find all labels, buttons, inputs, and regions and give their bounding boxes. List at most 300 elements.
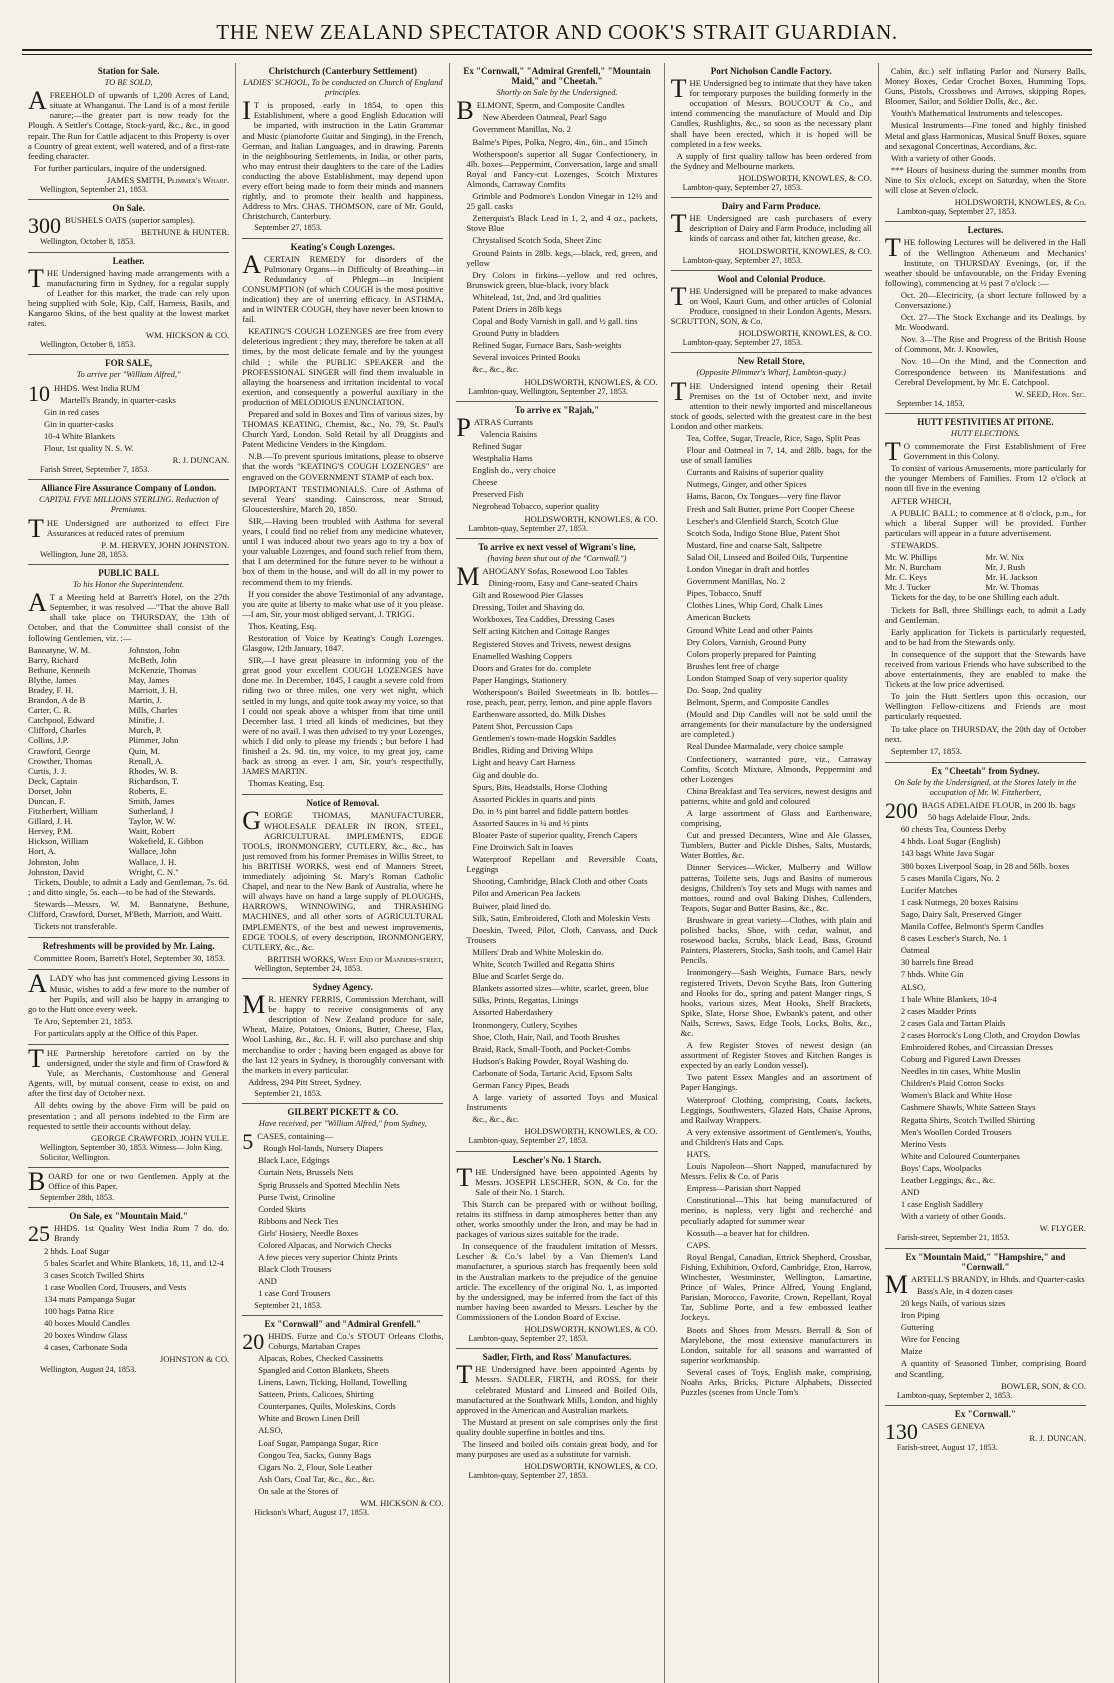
ad-signature: HOLDSWORTH, KNOWLES, & CO. [524,376,658,387]
item-line: Martell's Brandy, in quarter-casks [60,394,176,405]
ad-date: Hickson's Wharf, August 17, 1853. [254,1508,370,1518]
item-line: 50 bags Adelaide Flour, 2nds. [927,812,1031,823]
item-line: Nutmegs, Ginger, and other Spices [686,479,807,490]
name-entry: Johnston, John [28,856,80,867]
name-entry: McKenzie, Thomas [128,664,197,675]
item-line: Cigars No. 2, Flour, Sole Leather [258,1461,373,1472]
advertisement [671,63,872,198]
item-line: Constitutional—This hat being manufactured of merino, is napless, very light and recherché and peculiarly adapted for summer wear [680,1195,872,1226]
ad-paragraph: In consequence of the fraudulent imitation of Messrs. Lescher & Co.'s label by a Van Diemen's Land manufacturer, a spurious starch has frequently been sold in the Australian markets to the prejudice of the genuine article. The excellency of the original No. 1, as imported by the undersigned, may be inferred from the fact of this number having been awarded to Messrs. Lescher by the Commissioners of the London Board of Excise. [456,1241,658,1322]
item-line: Negrohead Tobacco, superior quality [472,501,600,512]
name-entry: Mr. N. Burcham [884,562,942,573]
ad-subtitle: On Sale by the Undersigned, at the Stores lately in the occupation of Mr. W. Fitzherbert, [894,777,1077,797]
item-line: 40 boxes Mould Candles [44,1318,130,1329]
drop-cap-letter: T [456,1162,473,1192]
ad-date: Wellington, August 24, 1853. [40,1364,137,1374]
ad-signature: BETHUNE & HUNTER. [141,227,230,238]
ad-paragraph: For further particulars, inquire of the undersigned. [34,162,207,173]
ad-title: PUBLIC BALL [98,567,159,578]
ad-signature: WM. HICKSON & CO. [145,330,230,341]
item-line: 60 chests Tea, Countess Derby [900,824,1007,835]
item-line: Enamelled Washing Coppers [472,650,572,661]
ad-body [670,281,872,327]
item-line: 134 mats Pampanga Sugar [44,1293,136,1304]
item-line: Blankets assorted sizes—white, scarlet, green, blue [472,983,649,994]
ad-signature: R. J. DUNCAN. [1029,1432,1087,1443]
item-line: New Aberdeen Oatmeal, Pearl Sago [482,112,607,123]
ad-title: Lescher's No. 1 Starch. [512,1154,602,1165]
item-line: Waterproof Clothing, comprising, Coats, Jackets, Leggings, Southwesters, Glazed Hats, Chaise Aprons, and Railway Wrappers. [680,1094,872,1125]
item-line: Cashmere Shawls, White Satteen Stays [900,1102,1036,1113]
name-entry: Hickson, William [28,836,89,847]
advertisement [671,353,872,1403]
ad-paragraph: The Mustard at present on sale comprises only the first quality double superfine in bottles and tins. [456,1416,658,1437]
ad-subtitle: TO BE SOLD, [104,78,153,88]
item-line: Nov. 3—The Rise and Progress of the British House of Commons, Mr. J. Knowles, [894,334,1087,355]
name-entry: Mr. J. Rush [985,562,1026,573]
ad-paragraph: AFTER WHICH, [890,495,952,506]
advertisement [28,565,229,938]
names-list [28,645,229,877]
ad-signature: HOLDSWORTH, KNOWLES, & Co. [954,197,1087,208]
ad-subtitle: To his Honor the Superintendent. [73,580,185,590]
advertisement [885,763,1086,1249]
name-entry: Minifie, J. [128,715,165,726]
ad-body [885,800,1086,1221]
item-line: Black Lace, Edgings [258,1155,330,1166]
ad-title: Port Nicholson Candle Factory. [710,66,832,76]
ad-paragraph: September 17, 1853. [890,745,962,756]
ad-paragraph: With a variety of other Goods. [890,152,996,163]
drop-cap-letter: A [28,588,47,618]
item-line: Women's Black and White Hose [900,1090,1012,1101]
item-line: Two patent Essex Mangles and an assortment of Paper Hangings. [680,1072,872,1093]
ad-signature: BRITISH WORKS, West End of Manners-street, [267,953,444,964]
item-line: Loaf Sugar, Pampanga Sugar, Rice [258,1437,379,1448]
name-entry: Waitt, Robert [128,826,175,837]
ad-body [28,953,229,963]
ad-paragraph: All debts owing by the above Firm will be paid on presentation ; and all persons indebted to the Firm are requested to settle their accounts without delay. [28,1100,230,1131]
ad-title: GILBERT PICKETT & CO. [287,1107,399,1117]
item-line: Boots and Shoes from Messrs. Berrall & Son of Marylebone, the most extensive manufacturers in London, suitable for all seasons and warranted of superior workmanship. [680,1324,872,1365]
item-line: Doeskin, Tweed, Pilot, Cloth, Canvass, and Duck Trousers [466,924,658,945]
ad-title: Ex "Cheetah" from Sydney. [931,765,1040,776]
advertisement [885,1406,1086,1457]
ad-paragraph: Tickets for Ball, three Shillings each, to admit a Lady and Gentleman. [884,604,1087,625]
ad-subtitle: Shortly on Sale by the Undersigned. [496,88,618,98]
item-line: (Mould and Dip Candles will not be sold until the arrangements for their manufacture by the undersigned are completed.) [680,709,872,740]
column-2 [236,63,450,1683]
name-entry: McBeth, John [128,654,177,665]
drop-cap-letter: A [28,969,47,999]
item-line: Flour, 1st quality N. S. W. [44,443,134,453]
item-line: Braid, Rack, Small-Tooth, and Pocket-Combs [472,1043,631,1054]
ad-title: Wool and Colonial Produce. [717,273,826,284]
item-line: Wotherspoon's Boiled Sweetmeats in lb. bottles—rose, peach, pear, perry, lemon, and pine apple flavors [466,686,658,707]
ad-body [885,66,1086,195]
ad-signature: HOLDSWORTH, KNOWLES, & CO. [524,1324,658,1335]
item-line: 2 cases Gala and Tartan Plaids [900,1017,1006,1028]
large-quantity-number: 200 [884,798,918,824]
item-line: Spangled and Cotton Blankets, Sheets [258,1364,390,1375]
item-line: Do. in ½ pint barrel and fiddle pattern bottles [472,805,629,816]
ad-paragraph: THE Undersigned beg to intimate that they have taken for temporary purposes the building formerly in the occupation of Messrs. BOUCOUT & Co., and intend commencing the manufacture of Mould and Dip Candles, Rushlights, &c., so soon as the necessary plant shall have been erected, which it is hoped will be completed in a few weeks. [670,74,872,149]
advertisement [456,539,657,1152]
item-line: Refined Sugar, Furnace Bars, Sash-weights [472,340,622,351]
item-line: 100 bags Patna Rice [44,1306,114,1317]
item-line: Shoe, Cloth, Hair, Nail, and Tooth Brushes [472,1031,620,1042]
drop-cap-letter: A [28,86,47,116]
ad-paragraph: Cabin, &c.) self inflating Parlor and Nursery Balls, Money Boxes, Cedar Crochet Boxes, Humming Tops, Guns, Pistols, Crossbows and Arrows, skipping Ropes, Bloomer, Sailor, and Soldier Dolls, &c., &c. [884,66,1087,107]
ad-body [28,969,230,1038]
item-line: Needles in tin cases, White Muslin [900,1066,1021,1077]
ad-paragraph: BELMONT, Sperm, and Composite Candles [456,96,625,126]
item-line: White and Brown Linen Drill [258,1413,360,1424]
item-line: Light and heavy Cart Harness [472,757,576,768]
item-line: 4 hhds. Loaf Sugar (English) [900,836,1001,847]
item-line: Westphalia Hams [472,453,533,464]
item-line: 4 cases, Carbonate Soda [44,1342,128,1353]
ad-paragraph: STEWARDS. [890,539,939,550]
ad-paragraph: In consequence of the support that the Stewards have received from various Friends who have subscribed to the above entertainments, they are enabled to make the Tickets at the low price advertised. [884,648,1087,690]
item-line: Colored Alpacas, and Norwich Checks [258,1240,392,1251]
item-line: 1 bale White Blankets, 10-4 [900,993,997,1004]
ad-body [456,1360,658,1460]
ad-paragraph: Tickets for the day, to be one Shilling each adult. [890,592,1060,603]
item-line: Do. Soap, 2nd quality [686,684,762,695]
advertisement [456,63,657,402]
item-line: Registered Stoves and Trivets, newest designs [472,638,631,649]
item-line: CAPS. [686,1239,711,1250]
item-line: Dinner Services—Wicker, Mulberry and Willow patterns, Toilette sets, Jugs and Basins of numerous designs, Children's Toy sets and Mugs with names and mottoes, round and oval Baking Dishes, Cullenders, Teapots, Sugar and Butter Basins, &c., &c. [680,862,872,913]
ad-paragraph: 10 HHDS. West India RUM [28,380,141,406]
ad-paragraph: Te Aro, September 21, 1853. [34,1015,133,1026]
ad-body [242,1131,443,1298]
drop-cap-letter: T [670,74,687,104]
item-line: Assorted Sauces in ¼ and ½ pints [472,817,589,828]
name-entry: Hort, A. [28,846,56,857]
name-entry: Catchpool, Edward [28,715,95,726]
ad-paragraph: Restoration of Voice by Keating's Cough Lozenges. Glasgow, 12th January, 1847. [242,632,444,654]
ad-paragraph: KEATING'S COUGH LOZENGES are free from every deleterious ingredient ; they may, therefore be taken at all times, by the most delicate female and by the youngest child ; while the PUBLIC SPEAKER and the PROFESSIONAL SINGER will find them invaluable in allaying the hoarseness and irritation incidental to vocal exertion, and consequently a powerful auxiliary in the production of MELODIOUS ENUNCIATION. [242,326,444,407]
item-line: London Stamped Soap of very superior quality [686,672,848,683]
ad-body [28,1167,230,1196]
ad-title: Ex "Cornwall," "Admiral Grenfell," "Mountain Maid," and "Cheetah." [463,66,651,87]
name-entry: Mr. W. Thomas [985,582,1039,593]
drop-cap-letter: T [884,233,901,263]
item-line: Ground Putty in bladders [472,328,560,339]
ad-title: Refreshments will be provided by Mr. Laing. [42,941,215,952]
item-line: Assorted Haberdashery [472,1007,553,1018]
item-line: Patent Driers in 28lb kegs [472,303,562,314]
item-line: Satteen, Prints, Calicoes, Shirting [258,1389,374,1400]
ad-title: On Sale. [112,203,145,214]
item-line: Earthenware assorted, do. Milk Dishes [472,709,606,720]
item-line: Bridles, Riding and Driving Whips [472,745,593,756]
ad-signature: JOHNSTON & CO. [159,1354,230,1365]
name-entry: Plimmer, John [128,735,179,746]
item-line: Preserved Fish [472,489,524,500]
ad-signature: W. FLYGER. [1039,1223,1087,1234]
ad-paragraph: For particulars apply at the Office of this Paper. [34,1027,198,1038]
item-line: Gilt and Rosewood Pier Glasses [472,590,584,601]
item-line: Nov. 10—On the Mind, and the Connection and Correspondence between its Manifestations and Cerebral Development, by Mr. E. Catchpool. [894,356,1087,387]
item-line: Sprig Brussels and Spotted Mechlin Nets [258,1179,400,1190]
ad-paragraph: THE Undersigned have been appointed Agents by Messrs. SADLER, FIRTH, and ROSS, for their celebrated Mustard and Linseed and Boiled Oils, manufactured at the Southwark Mills, London, and highly approved in the American and Australian markets. [456,1360,658,1415]
advertisement [28,970,229,1045]
advertisement [28,480,229,565]
item-line: Black Cloth Trousers [258,1264,332,1275]
item-line: With a variety of other Goods. [900,1211,1006,1222]
item-line: Belmont, Sperm, and Composite Candles [686,697,829,708]
item-line: Whitelead, 1st, 2nd, and 3rd qualities [472,291,601,302]
item-line: Mustard, fine and coarse Salt, Saltpetre [686,539,822,550]
ad-title: Ex "Cornwall." [954,1408,1016,1419]
drop-cap-letter: T [670,281,687,311]
ad-paragraph: Prepared and sold in Boxes and Tins of various sizes, by THOMAS KEATING, Chemist, &c., No. 79, St. Paul's Church Yard, London. Sold Retail by all Druggists and Patent Medicine Venders in the Kingdom. [242,409,444,450]
name-entry: Deck, Captain [28,775,78,786]
item-line: Cheese [472,477,498,488]
ad-body [242,249,444,789]
item-line: 5 cases Manila Cigars, No. 2 [900,872,1000,883]
drop-cap-letter: T [670,209,687,239]
ad-paragraph: Address, 294 Pitt Street, Sydney. [248,1076,362,1087]
name-entry: Mr. W. Nix [985,552,1025,563]
name-entry: Dorset, John [28,785,72,796]
item-line: Oatmeal [900,945,930,956]
ad-paragraph: This Starch can be prepared with or without boiling, retains its stiffness in damp atmospheres better than any other, works smoothly under the Iron, and may be had in packages of various sizes suitable for the trade. [456,1198,658,1240]
ad-date: Lambton-quay, September 27, 1853. [468,1136,588,1146]
ad-paragraph: AFREEHOLD of upwards of 1,200 Acres of Land, situate at Whanganui. The Land is of a most fertile nature;—the greater part is now ready for the Plough. A Settler's Cottage, Stock-yard, &c., &c., in good repair. The Run for Cattle adjacent to this Property is over a Country of great extent, well watered, and of a first-rate feeding character. [28,86,230,161]
item-line: Chrystalised Scotch Soda, Sheet Zinc [472,235,602,246]
ad-paragraph: A supply of first quality tallow has been ordered from the Sydney and Melbourne markets. [670,150,872,171]
item-line: AND [258,1276,277,1287]
ad-paragraph: THE Undersigned will be prepared to make advances on Wool, Kauri Gum, and other articles of Colonial Produce, consigned to their London Agents, Messrs. SCRUTTON, SON, & Co. [670,281,872,327]
ad-paragraph: Tickets not transferable. [34,921,117,932]
ad-paragraph: BOARD for one or two Gentlemen. Apply at the Office of this Paper. [28,1167,230,1196]
ad-paragraph: THE Undersigned having made arrangements with a manufacturing firm in Sydney, for a regular supply of Leather for this market, the trade can rely upon being supplied with Sole, Kip, Calf, Harness, Basils, and Kangaroo Skins, of the best quality at the lowest market rates. [28,263,230,329]
drop-cap-letter: T [884,437,901,467]
ad-body [242,990,444,1087]
item-line: 20 kegs Nails, of various sizes [900,1297,1006,1308]
name-entry: Johnston, John [128,644,180,655]
item-line: Congou Tea, Sacks, Gunny Bags [258,1449,372,1460]
item-line: Colors properly prepared for Painting [686,648,816,659]
drop-cap-letter: M [456,561,480,591]
item-line: Girls' Hosiery, Needle Boxes [258,1227,359,1238]
advertisement [28,938,229,970]
advertisement [28,200,229,252]
drop-cap-letter: M [242,990,266,1020]
advertisement [885,222,1086,414]
ad-paragraph: IMPORTANT TESTIMONIALS. Cure of Asthma of several Years' standing. Cainscross, near Stroud, Gloucestershire, March 20, 1850. [242,483,444,514]
item-line: 1 case Woollen Cord, Trousers, and Vests [44,1281,187,1292]
ad-signature: P. M. HERVEY, JOHN JOHNSTON. [101,539,230,550]
ad-title: HUTT FESTIVITIES AT PITONE. [917,416,1054,427]
ad-signature: R. J. DUNCAN. [172,455,230,466]
ad-paragraph: A PUBLIC BALL; to commence at 8 o'clock, p.m., for which a liberal Supper will be provided. Further particulars will appear in a future advertisement. [884,507,1087,538]
ad-body [28,380,229,454]
item-line: Oct. 27—The Stock Exchange and its Dealings. by Mr. Woodward. [894,312,1087,333]
ad-body [28,588,230,932]
name-entry: May, James [128,674,170,685]
item-line: Refined Sugar [472,441,522,451]
item-line: Coburg and Figured Lawn Dresses [900,1054,1021,1065]
item-line: 1 case English Saddlery [900,1199,984,1210]
item-line: ALSO, [258,1425,283,1436]
masthead-rule [22,54,1092,55]
item-line: &c., &c., &c. [472,364,519,375]
item-line: Bass's Ale, in 4 dozen cases [916,1285,1013,1296]
ad-title: On Sale, ex "Mountain Maid." [69,1211,188,1222]
ad-paragraph: The linseed and boiled oils contain great body, and for many purposes are used as a substitute for varnish. [456,1438,658,1460]
item-line: ALSO, [900,981,926,992]
item-line: Government Manillas, No. 2 [472,124,571,135]
item-line: Empress—Parisian short Napped [686,1183,801,1194]
item-line: Embroidered Robes, and Circassian Dresses [900,1041,1053,1052]
ad-date: Wellington, September 21, 1853. [40,185,149,195]
ad-signature: HOLDSWORTH, KNOWLES, & CO. [524,1461,658,1472]
advertisement [242,1316,443,1523]
ad-signature: WM. HICKSON & CO. [360,1498,444,1508]
ad-date: September 14, 1853. [896,398,965,408]
item-line: Children's Plaid Cotton Socks [900,1078,1004,1089]
ad-paragraph: ALADY who has just commenced giving Lessons in Music, wishes to add a few more to the number of her Pupils, and will also be happy in arranging to go to the Hutt once every week. [28,969,230,1014]
drop-cap-letter: G [242,806,261,836]
item-line: A few Register Stoves of newest design (an assortment of Register Stoves and Kitchen Ranges is expected by an early London vessel). [680,1040,872,1071]
ad-paragraph: N.B.—To prevent spurious imitations, please to observe that the words "KEATING'S COUGH LOZENGES" are engraved on the GOVERNMENT STAMP of each box. [242,451,444,482]
ad-signature: HOLDSWORTH, KNOWLES, & CO. [524,513,658,524]
item-line: Gin in quarter-casks [44,418,114,429]
column-4 [665,63,879,1683]
advertisement [242,979,443,1104]
ad-date: Wellington, October 8, 1853. [40,340,136,350]
ad-date: September 21, 1853. [254,1088,322,1098]
advertisement [885,1249,1086,1406]
item-line: Oct. 20—Electricity, (a short lecture followed by a Conversazione.) [894,289,1087,310]
ad-date: Farish Street, September 7, 1853. [40,465,150,475]
item-line: Sago, Dairy Salt, Preserved Ginger [900,908,1022,919]
ad-body [456,1162,658,1322]
item-line: Guttering [900,1322,934,1333]
column-1 [22,63,236,1683]
item-line: Zetterquist's Black Lead in 1, 2, and 4 oz., packets, Stove Blue [466,213,658,234]
ad-paragraph: 200 BAGS ADELAIDE FLOUR, in 200 lb. bags [884,798,1076,824]
ad-body [242,96,444,222]
item-line: Dry Colors in firkins—yellow and red ochres, Brunswick green, blue-black, ivory black [466,269,658,290]
name-entry: Murch, P. [128,725,162,736]
ad-title: Ex "Mountain Maid," "Hampshire," and "Cornwall." [905,1251,1066,1272]
item-line: Hudson's Baking Powder, Royal Washing do. [472,1055,629,1066]
ad-body [28,513,230,543]
large-quantity-number: 300 [28,213,61,239]
large-quantity-number: 20 [242,1328,265,1354]
columns-container [22,63,1092,1683]
item-line: Ground Paints in 28lb. kegs,—black, red, green, and yellow [466,247,658,268]
name-entry: Roberts, E. [128,785,168,796]
ad-paragraph: A T a Meeting held at Barrett's Hotel, on the 27th September, it was resolved —"That the above Ball shall take place on THURSDAY, the 13th of October, and that the Committee shall consist of the following Gentlemen, viz. :— [28,588,230,643]
ad-date: Lambton-quay, September 27, 1853. [682,338,803,348]
ad-title: Lectures. [967,225,1004,236]
item-line: Ribbons and Neck Ties [258,1215,339,1226]
drop-cap-letter: A [242,249,261,279]
ad-body [670,74,872,171]
ad-paragraph: *** Hours of business during the summer months from Nine to Six o'clock, except on Saturday, when the Store will close at Seven o'clock. [884,164,1087,196]
name-entry: Renall, A. [128,755,164,766]
item-line: 143 bags White Java Sugar [900,848,995,859]
ad-paragraph: T O commemorate the First Establishment of Free Government in this Colony. [884,437,1087,467]
name-entry: Quin, M. [128,745,160,756]
name-entry: Collins, J.P. [28,735,69,746]
item-line: On sale at the Stores of [258,1485,339,1496]
item-line: London Vinegar in draft and bottles [686,564,810,575]
drop-cap-letter: B [456,96,474,126]
ad-body [242,1328,444,1496]
ad-date: September 21, 1853. [254,1300,322,1310]
ad-title: Station for Sale. [97,66,160,76]
ad-title: Christchurch (Canterbury Settlement) [268,66,417,76]
ad-subtitle: (Opposite Plimmer's Wharf, Lambton-quay.) [696,368,846,378]
name-entry: Mr. C. Keys [884,572,927,583]
ad-paragraph: Youth's Mathematical Instruments and telescopes. [890,108,1063,119]
item-line: Balme's Pipes, Polka, Negro, 4in., 6in., and 15inch [472,136,648,147]
advertisement [242,239,443,796]
item-line: A very extensive assortment of Gentlemen's, Youths, and Children's Hats and Caps. [680,1126,872,1147]
name-entry: Gillard, J. H. [28,816,73,827]
ad-paragraph: THE Undersigned are authorized to effect Fire Assurances at reduced rates of premium [28,513,230,543]
ad-paragraph: ACERTAIN REMEDY for disorders of the Pulmonary Organs—in Difficulty of Breathing—in Redundancy of Phlegm—in Incipient CONSUMPTION (of which COUGH is the most positive indication) they are of unerring efficacy. In ASTHMA, and in WINTER COUGH, they have never been known to fail. [242,249,444,325]
name-entry: Clifford, Charles [28,725,87,736]
advertisement [242,795,443,979]
name-entry: Johnston, David [28,866,84,877]
item-line: Salad Oil, Linseed and Boiled Oils, Turpentine [686,551,848,562]
ad-title: Leather. [112,255,145,266]
ad-paragraph: To join the Hutt Settlers upon this occasion, our Wellington Fellow-citizens and Friends are most particularly requested. [884,691,1087,722]
item-line: A quantity of Seasoned Timber, comprising Board and Scantling. [894,1358,1087,1379]
ad-body [670,376,872,1398]
advertisement [28,355,229,480]
ad-signature: JAMES SMITH, Plimmer's Wharf. [106,174,230,185]
item-line: Real Dundee Marmalade, very choice sample [686,741,844,752]
large-quantity-number: 5 [242,1129,254,1155]
item-line: Curtain Nets, Brussels Nets [258,1167,354,1178]
advertisement [885,414,1086,763]
ad-title: FOR SALE, [105,358,153,369]
ad-paragraph: To take place on THURSDAY, the 20th day of October next. [884,723,1087,744]
ad-paragraph: To consist of various Amusements, more particularly for the younger Members of Families. From 12 o'clock at noon till five in the evening [884,463,1087,494]
item-line: &c., &c., &c. [472,1114,519,1125]
ad-paragraph: 300 BUSHELS OATS (superior samples). [28,213,195,239]
ad-body [670,209,872,244]
item-line: Iron Piping [900,1310,940,1321]
name-entry: Wakefield, E. Gibbon [128,836,204,847]
item-line: Self acting Kitchen and Cottage Ranges [472,626,610,637]
name-entry: Bannatyne, W. M. [28,644,91,655]
name-entry: Smith, James [128,796,175,806]
item-line: Lescher's and Glenfield Starch, Scotch Glue [686,515,839,526]
name-entry: Bethune, Kenneth [28,664,91,675]
item-line: Blue and Scarlet Serge do. [472,971,564,982]
name-entry: Marriott, J. H. [128,684,178,695]
item-line: Flour and Oatmeal in 7, 14, and 28lb. bags, for the use of small families [680,445,872,466]
ad-title: Dairy and Farm Produce. [721,201,821,212]
item-line: 1 cask Nutmegs, 20 boxes Raisins [900,896,1019,907]
item-line: Kossuth—a beaver hat for children. [686,1227,810,1238]
ad-signature: HOLDSWORTH, KNOWLES, & CO. [738,172,872,183]
item-line: Dining-room, Easy and Cane-seated Chairs [488,578,638,589]
item-line: Bloater Paste of superior quality, French Capers [472,830,638,840]
ad-subtitle: HUTT ELECTIONS. [950,429,1021,438]
